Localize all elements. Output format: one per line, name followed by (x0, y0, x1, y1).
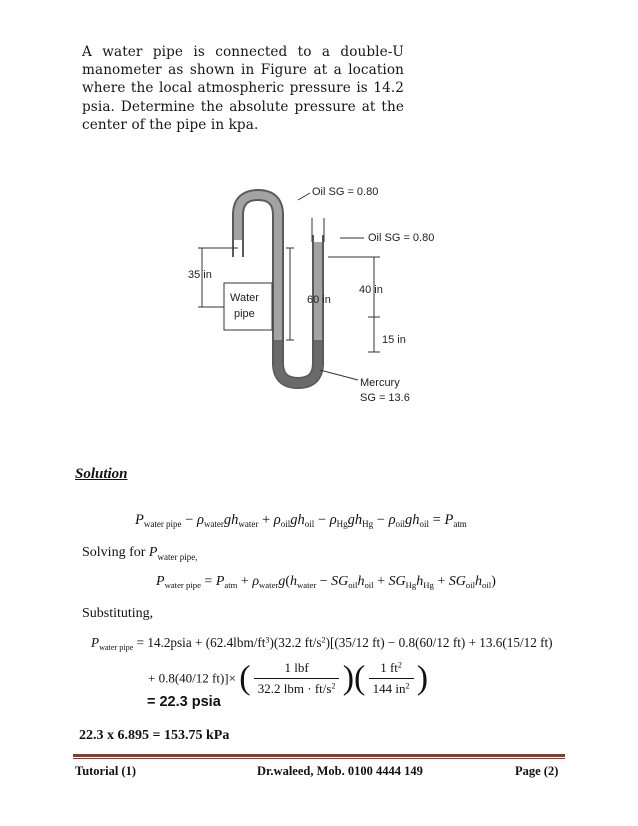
footer-rule-thin (73, 758, 565, 759)
solving-for-text: Solving for (82, 545, 146, 560)
water-label: Water (230, 292, 259, 304)
oil-sg-top-label: Oil SG = 0.80 (312, 186, 379, 198)
solving-for-line: Solving for $P_{water pipe,}$ (82, 545, 198, 562)
substituting-text: Substituting, (82, 606, 154, 621)
footer-left: Tutorial (1) (75, 764, 136, 778)
problem-statement: A water pipe is connected to a double-U manometer as shown in Figure at a location where the local atmospheric pressure is 14.2 psia. Determine the absolute pressure at the center of the pipe in kpa. (82, 44, 404, 133)
dim-15-label: 15 in (382, 334, 406, 346)
water-pipe-shape (224, 283, 272, 330)
dim-60-label: 60 in (307, 294, 331, 306)
result-kpa: 22.3 x 6.895 = 153.75 kPa (79, 728, 230, 743)
result-psia: = 22.3 psia (147, 694, 221, 710)
mercury-sg-label: SG = 13.6 (360, 392, 410, 404)
manometer-figure (180, 180, 470, 415)
conversion-fraction-2: $\frac{1 ft^2}{144 in^2}$ (369, 660, 414, 697)
substitution-line-1: $P_{water pipe}$ = 14.2psia + $(62.4lbm/ft^3)(32.2$ $ft/s^2)[(35/12$ ft) − 0.8(60/12 ft) + 13.6(15/12 ft) (91, 635, 553, 652)
footer-right: Page (2) (515, 764, 559, 778)
main-equation: $P_{water pipe} - \rho_{water}gh_{water} + \rho_{oil}gh_{oil} - \rho_{Hg}gh_{Hg} - \rho_{oil}gh_{oil} = P_{atm}$ (135, 512, 467, 530)
dim-35-label: 35 in (188, 269, 212, 281)
oil-sg-right-label: Oil SG = 0.80 (368, 232, 435, 244)
pipe-label: pipe (234, 308, 255, 320)
sub-line1-c: )[(35/12 ft) − 0.8(60/12 ft) + 13.6(15/12 ft) (325, 635, 553, 650)
dim-40-label: 40 in (359, 284, 383, 296)
solving-for-sub: water pipe, (157, 551, 198, 562)
sub-line2-a: + 0.8(40/12 ft)]× (148, 670, 236, 686)
solved-equation: $P_{water pipe} = P_{atm} + \rho_{water}g(h_{water} - SG_{oil}h_{oil} + SG_{Hg}h_{Hg} + SG_{oil}h_{oil})$ (156, 574, 496, 591)
solution-heading: Solution (75, 466, 128, 482)
substitution-line-2: + 0.8(40/12 ft)]× ( $\frac{\text{1 lbf}}{32.2 lbm \cdot ft/s^2}$ )( $\frac{1 ft^2}{144 in^2}$ ) (148, 659, 429, 697)
footer-rule (73, 754, 565, 757)
sub-line1-a: = 14.2psia + (62.4lbm/ft (136, 635, 266, 650)
conversion-fraction-1: $\frac{\text{1 lbf}}{32.2 lbm \cdot ft/s^2}$ (254, 660, 340, 697)
mercury-label: Mercury (360, 377, 400, 389)
sub-line1-b: )(32.2 ft/s (269, 635, 322, 650)
footer-center: Dr.waleed, Mob. 0100 4444 149 (257, 764, 423, 778)
